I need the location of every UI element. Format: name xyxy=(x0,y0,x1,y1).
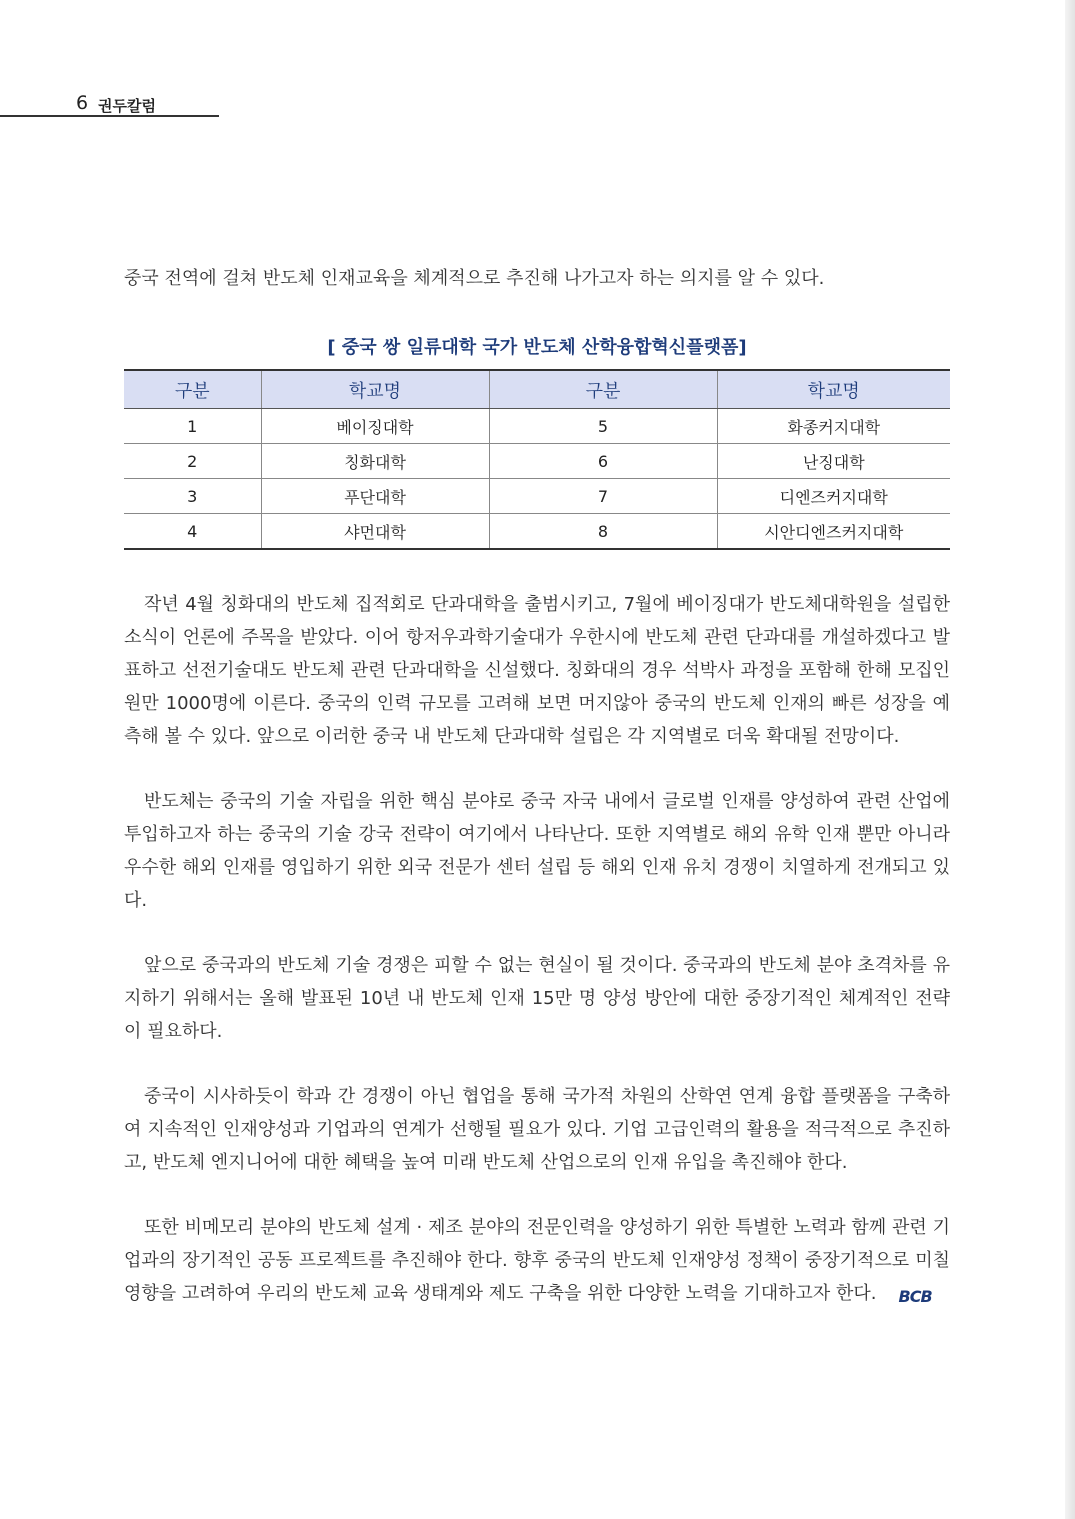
table-cell: 4 xyxy=(124,514,261,550)
table-row xyxy=(124,409,950,444)
platform-table xyxy=(124,369,950,550)
table-cell: 칭화대학 xyxy=(261,444,489,479)
body-paragraph-last xyxy=(124,1211,950,1313)
body-paragraph: 중국이 시사하듯이 학과 간 경쟁이 아닌 협업을 통해 국가적 차원의 산학연 연계 융합 플랫폼을 구축하여 지속적인 인재양성과 기업과의 연계가 선행될 필요가 있다. 기업 고급인력의 활용을 적극적으로 추진하고, 반도체 엔지니어에 대한 혜택을 높여 미래 반도체 산업으로의 인재 유입을 촉진해야 한다. xyxy=(124,1086,950,1173)
table-header-row xyxy=(124,370,950,409)
body-paragraph: 반도체는 중국의 기술 자립을 위한 핵심 분야로 중국 자국 내에서 글로벌 인재를 양성하여 관련 산업에 투입하고자 하는 중국의 기술 강국 전략이 여기에서 나타난다. 또한 지역별로 해외 유학 인재 뿐만 아니라 우수한 해외 인재를 영입하기 위한 외국 전문가 센터 설립 등 해외 인재 유치 경쟁이 치열하게 전개되고 있다. xyxy=(124,791,950,911)
section-title: 권두칼럼 xyxy=(98,97,156,115)
table-cell: 6 xyxy=(489,444,717,479)
table-cell: 디엔즈커지대학 xyxy=(717,479,950,514)
col-header-school: 학교명 xyxy=(261,370,489,409)
page-number: 6 xyxy=(76,92,89,114)
header-rule xyxy=(0,115,219,117)
table-cell: 5 xyxy=(489,409,717,444)
table-cell: 베이징대학 xyxy=(261,409,489,444)
intro-paragraph: 중국 전역에 걸쳐 반도체 인재교육을 체계적으로 추진해 나가고자 하는 의지를 알 수 있다. xyxy=(124,268,825,289)
table-cell: 1 xyxy=(124,409,261,444)
table-cell: 7 xyxy=(489,479,717,514)
page-header xyxy=(0,92,220,118)
table-cell: 3 xyxy=(124,479,261,514)
table-cell: 시안디엔즈커지대학 xyxy=(764,522,904,542)
body-paragraph: 작년 4월 칭화대의 반도체 집적회로 단과대학을 출범시키고, 7월에 베이징대가 반도체대학원을 설립한 소식이 언론에 주목을 받았다. 이어 항저우과학기술대가 우한시에 반도체 관련 단과대를 개설하겠다고 발표하고 선전기술대도 반도체 관련 단과대학을 신설했다. 칭화대의 경우 석박사 과정을 포함해 한해 모집인원만 1000명에 이른다. 중국의 인력 규모를 고려해 보면 머지않아 중국의 반도체 인재의 빠른 성장을 예측해 볼 수 있다. 앞으로 이러한 중국 내 반도체 단과대학 설립은 각 지역별로 더욱 확대될 전망이다. xyxy=(124,594,950,747)
bcb-logo: BCB xyxy=(898,1287,932,1306)
table-row xyxy=(124,479,950,514)
col-header-category: 구분 xyxy=(124,370,261,409)
table-cell: 화종커지대학 xyxy=(717,409,950,444)
table-cell: 8 xyxy=(489,514,717,550)
table-cell: 푸단대학 xyxy=(261,479,489,514)
article-body xyxy=(124,262,950,1313)
table-row xyxy=(124,444,950,479)
table-cell: 2 xyxy=(124,444,261,479)
table-cell: 난징대학 xyxy=(717,444,950,479)
col-header-category: 구분 xyxy=(489,370,717,409)
page-edge-shadow xyxy=(1065,0,1075,1519)
body-paragraph-text: 또한 비메모리 분야의 반도체 설계 · 제조 분야의 전문인력을 양성하기 위한 특별한 노력과 함께 관련 기업과의 장기적인 공동 프로젝트를 추진해야 한다. 향후 중국의 반도체 인재양성 정책이 중장기적으로 미칠 영향을 고려하여 우리의 반도체 교육 생태계와 제도 구축을 위한 다양한 노력을 기대하고자 한다. xyxy=(124,1217,950,1304)
table-title: [ 중국 쌍 일류대학 국가 반도체 산학융합혁신플랫폼] xyxy=(327,337,747,358)
body-paragraph: 앞으로 중국과의 반도체 기술 경쟁은 피할 수 없는 현실이 될 것이다. 중국과의 반도체 분야 초격차를 유지하기 위해서는 올해 발표된 10년 내 반도체 인재 15만 명 양성 방안에 대한 중장기적인 체계적인 전략이 필요하다. xyxy=(124,955,950,1042)
table-cell: 샤먼대학 xyxy=(261,514,489,550)
table-row xyxy=(124,514,950,550)
col-header-school: 학교명 xyxy=(717,370,950,409)
